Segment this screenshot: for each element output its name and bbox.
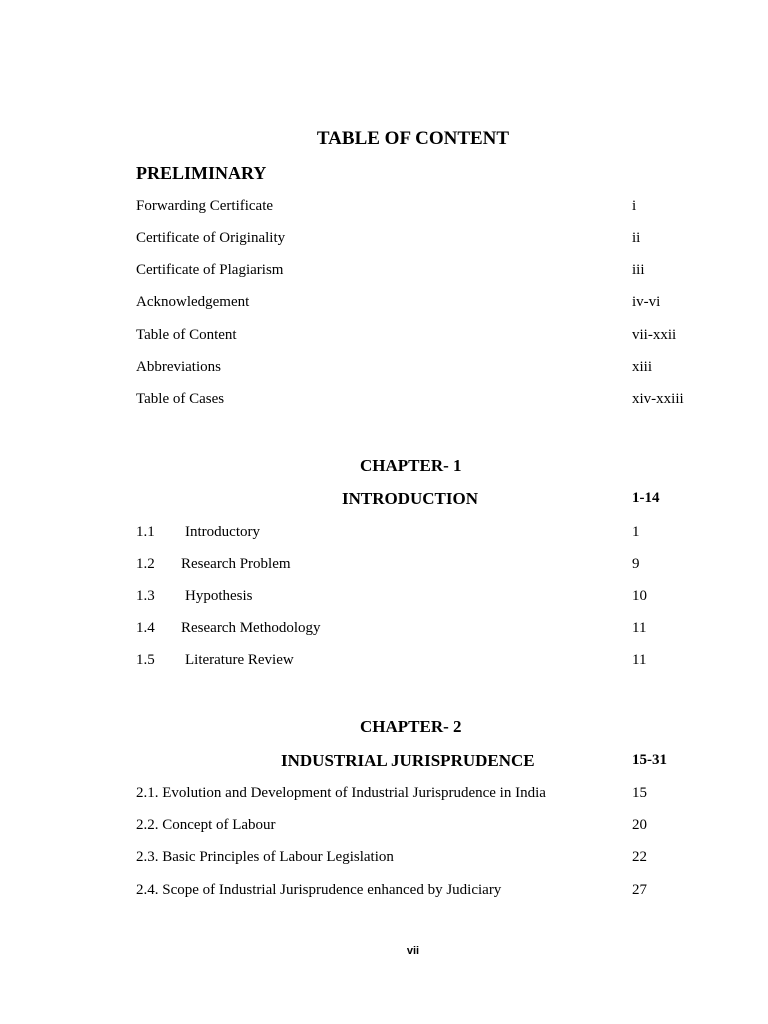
toc-entry-label: Table of Cases <box>136 391 225 407</box>
toc-entry-label: Research Methodology <box>181 620 321 636</box>
toc-entry-number: 1.2 <box>136 556 155 572</box>
toc-entry-page: vii-xxii <box>632 327 677 343</box>
toc-entry-label: 2.3. Basic Principles of Labour Legislation <box>136 849 394 865</box>
toc-entry-label: 2.1. Evolution and Development of Industrial Jurisprudence in India <box>136 785 546 801</box>
toc-entry-page: xiii <box>632 359 653 375</box>
toc-entry-page: iv-vi <box>632 294 661 310</box>
toc-entry-label: Abbreviations <box>136 359 221 375</box>
page-title: TABLE OF CONTENT <box>316 128 510 149</box>
toc-entry-page: 1 <box>632 524 640 540</box>
toc-entry-label: Forwarding Certificate <box>136 198 274 214</box>
toc-entry-label: Certificate of Plagiarism <box>136 262 284 278</box>
toc-entry-number: 1.3 <box>136 588 155 604</box>
toc-entry-label: Hypothesis <box>185 588 253 604</box>
toc-entry-label: Literature Review <box>185 652 294 668</box>
toc-entry-label: Research Problem <box>181 556 291 572</box>
chapter-1-pages: 1-14 <box>632 490 660 506</box>
chapter-1-title: INTRODUCTION <box>342 489 479 508</box>
chapter-2-number: CHAPTER- 2 <box>360 717 462 736</box>
toc-entry-label: 2.2. Concept of Labour <box>136 817 276 833</box>
chapter-1-number: CHAPTER- 1 <box>360 456 462 475</box>
toc-entry-label: Table of Content <box>136 327 237 343</box>
toc-entry-page: iii <box>632 262 645 278</box>
page-number: vii <box>406 945 420 957</box>
chapter-2-pages: 15-31 <box>632 752 667 768</box>
toc-entry-number: 1.5 <box>136 652 155 668</box>
toc-entry-label: Certificate of Originality <box>136 230 286 246</box>
toc-entry-page: 11 <box>632 620 647 636</box>
toc-entry-page: 22 <box>632 849 647 865</box>
toc-entry-page: ii <box>632 230 641 246</box>
preliminary-heading: PRELIMINARY <box>136 163 267 183</box>
toc-entry-number: 1.1 <box>136 524 155 540</box>
toc-entry-page: 15 <box>632 785 647 801</box>
toc-entry-number: 1.4 <box>136 620 155 636</box>
toc-entry-page: 20 <box>632 817 647 833</box>
toc-entry-label: Introductory <box>185 524 260 540</box>
toc-entry-page: xiv-xxiii <box>632 391 684 407</box>
toc-entry-page: 9 <box>632 556 640 572</box>
toc-entry-label: 2.4. Scope of Industrial Jurisprudence enhanced by Judiciary <box>136 882 502 898</box>
chapter-2-title: INDUSTRIAL JURISPRUDENCE <box>281 751 535 770</box>
toc-entry-page: 10 <box>632 588 647 604</box>
toc-entry-label: Acknowledgement <box>136 294 250 310</box>
toc-entry-page: 27 <box>632 882 647 898</box>
toc-entry-page: i <box>632 198 637 214</box>
toc-entry-page: 11 <box>632 652 647 668</box>
